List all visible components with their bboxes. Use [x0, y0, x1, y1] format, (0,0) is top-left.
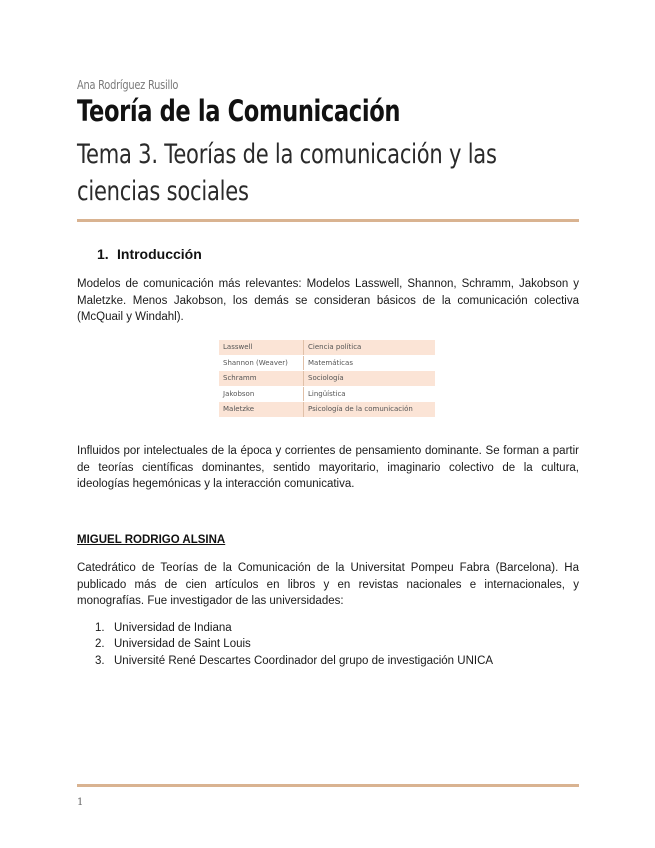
author-name: Ana Rodríguez Rusillo	[77, 78, 179, 92]
table-row	[219, 355, 435, 371]
section-heading	[97, 246, 202, 262]
table-cell-model: Schramm	[219, 371, 304, 387]
list-number: 3.	[95, 654, 105, 667]
page-number: 1	[77, 797, 84, 808]
list-text: Universidad de Saint Louis	[114, 638, 251, 651]
table-cell-field: Lingüística	[304, 386, 436, 402]
table-cell-model: Maletzke	[219, 402, 304, 418]
section-number: 1.	[97, 246, 109, 262]
document-subtitle: Tema 3. Teorías de la comunicación y las ciencias sociales	[77, 139, 497, 207]
document-title: Teoría de la Comunicación	[77, 94, 401, 128]
list-text: Universidad de Indiana	[114, 622, 232, 634]
list-item	[95, 636, 493, 652]
models-table	[219, 340, 435, 418]
intro-paragraph: Modelos de comunicación más relevantes: Modelos Lasswell, Shannon, Schramm, Jakobson y Maletzke. Menos Jakobson, los demás se consideran básicos de la comunicación colectiva (McQuail y Windahl).	[77, 278, 579, 323]
bottom-divider	[77, 784, 579, 787]
section-title: Introducción	[117, 246, 202, 262]
table-cell-model: Shannon (Weaver)	[219, 355, 304, 371]
table-cell-model: Jakobson	[219, 386, 304, 402]
table-cell-model: Lasswell	[219, 340, 304, 355]
influences-paragraph: Influidos por intelectuales de la época y corrientes de pensamiento dominante. Se forman a partir de teorías científicas dominantes, sentido mayoritario, imaginario colectivo de la cultura, ideologías hegemónicas y la interacción comunicativa.	[77, 445, 579, 490]
person-heading: MIGUEL RODRIGO ALSINA	[77, 534, 226, 546]
person-bio: Catedrático de Teorías de la Comunicación de la Universitat Pompeu Fabra (Barcelona). Ha publicado más de cien artículos en libros y en revistas nacionales e internacionales, y monografías. Fue investigador de las universidades:	[77, 562, 579, 607]
universities-list	[95, 620, 493, 669]
top-divider	[77, 219, 579, 222]
list-item	[95, 653, 493, 669]
list-number: 1.	[95, 622, 105, 634]
table-cell-field: Psicología de la comunicación	[304, 402, 436, 418]
table-cell-field: Matemáticas	[304, 355, 436, 371]
table-row	[219, 402, 435, 418]
table-row	[219, 371, 435, 387]
list-item	[95, 620, 493, 636]
table-cell-field: Sociología	[304, 371, 436, 387]
table-row	[219, 386, 435, 402]
list-number: 2.	[95, 638, 105, 651]
table-row	[219, 340, 435, 355]
table-cell-field: Ciencia política	[304, 340, 436, 355]
list-text: Université René Descartes Coordinador del grupo de investigación UNICA	[114, 654, 494, 667]
